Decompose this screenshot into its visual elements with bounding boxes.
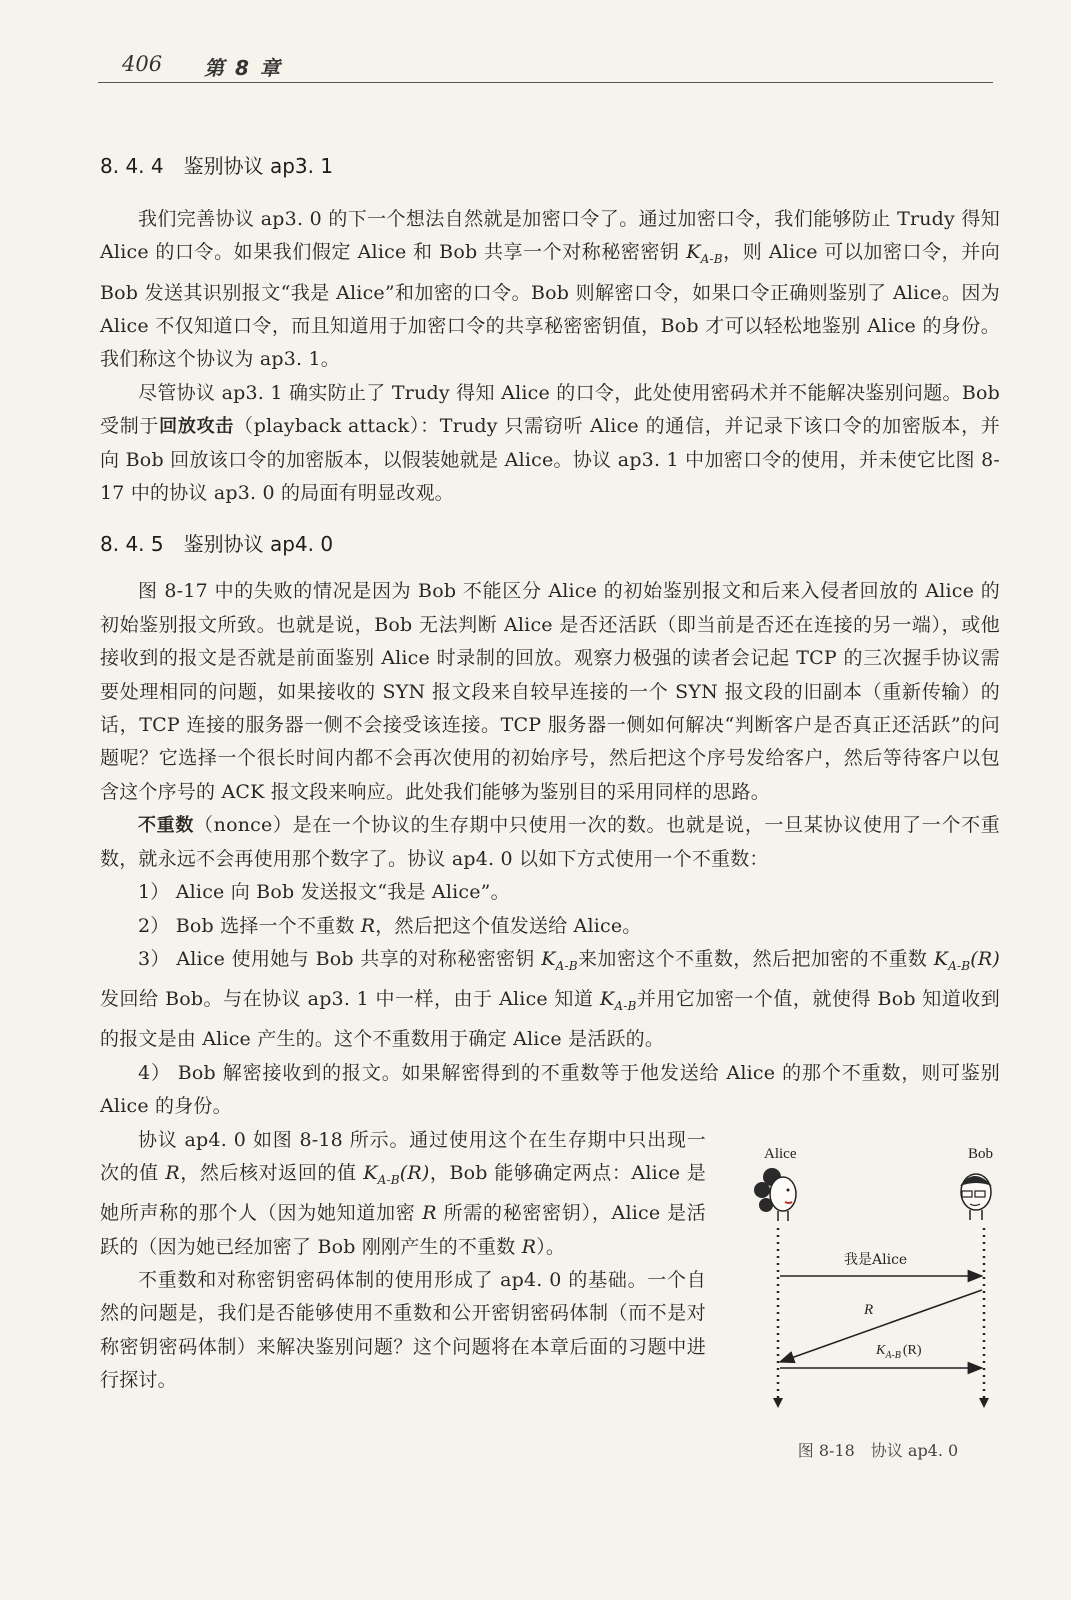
figure-8-18 [748, 1142, 1008, 1461]
paragraph: 不重数（nonce）是在一个协议的生存期中只使用一次的数。也就是说，一旦某协议使用了一个不重数，就永远不会再使用那个数字了。协议 ap4. 0 以如下方式使用一个不重数： [100, 814, 1000, 870]
text-column [100, 1124, 706, 1398]
page-number: 406 [122, 52, 163, 76]
alice-timeline-end-arrow [773, 1398, 783, 1408]
paragraph: 不重数和对称密钥密码体制的使用形成了 ap4. 0 的基础。一个自然的问题是，我们是否能够使用不重数和公开密钥密码体制（而不是对称密钥密码体制）来解决鉴别问题？这个问题将在本章后面的习题中进行探讨。 [100, 1268, 706, 1392]
bob-timeline-end-arrow [979, 1398, 989, 1408]
alice-label: Alice [764, 1145, 797, 1162]
section-heading-8-4-5 [100, 528, 1000, 557]
section-number: 8. 4. 5 [100, 532, 164, 557]
message-2-label: R [864, 1301, 874, 1318]
chapter-label: 第 8 章 [204, 56, 282, 80]
section-heading-8-4-4 [100, 150, 1000, 179]
paragraph: 我们完善协议 ap3. 0 的下一个想法自然就是加密口令了。通过加密口令，我们能够防止 Trudy 得知 Alice 的口令。如果我们假定 Alice 和 Bob 共享一个对称秘密密钥 $K_{A-B}$，则 Alice 可以加密口令，并向 Bob 发送其识别报文“我是 Alice”和加密的口令。Bob 则解密口令，如果口令正确则鉴别了 Alice。因为 Alice 不仅知道口令，而且知道用于加密口令的共享秘密密钥值，Bob 才可以轻松地鉴别 Alice 的身份。我们称这个协议为 ap3. 1。 [100, 208, 1000, 371]
list-item: 2） Bob 选择一个不重数 R，然后把这个值发送给 Alice。 [138, 914, 642, 937]
paragraph: 尽管协议 ap3. 1 确实防止了 Trudy 得知 Alice 的口令，此处使用密码术并不能解决鉴别问题。Bob 受制于回放攻击（playback attack）：Trudy 只需窃听 Alice 的通信，并记录下该口令的加密版本，并向 Bob 回放该口令的加密版本，以假装她就是 Alice。协议 ap3. 1 中加密口令的使用，并未使它比图 8-17 中的协议 ap3. 0 的局面有明显改观。 [100, 381, 1000, 505]
alice-figure-icon [754, 1168, 796, 1221]
bold-term: 不重数 [138, 815, 194, 837]
list-item: 3） Alice 使用她与 Bob 共享的对称秘密密钥 $K_{A-B}$来加密这个不重数，然后把加密的不重数 $K_{A-B}(R)$发回给 Bob。与在协议 ap3. 1 中一样，由于 Alice 知道 $K_{A-B}$并用它加密一个值，就使得 Bob 知道收到的报文是由 Alice 产生的。这个不重数用于确定 Alice 是活跃的。 [100, 947, 1000, 1051]
text-with-figure [100, 1124, 1000, 1461]
figure-caption: 图 8-18 协议 ap4. 0 [797, 1440, 959, 1460]
section-number: 8. 4. 4 [100, 154, 164, 178]
key-symbol: $K_{A-B}$ [686, 241, 723, 267]
message-1-label: 我是Alice [844, 1251, 908, 1268]
paragraph: 协议 ap4. 0 如图 8-18 所示。通过使用这个在生存期中只出现一次的值 R，然后核对返回的值 $K_{A-B}(R)$，Bob 能够确定两点：Alice 是她所声称的那个人（因为她知道加密 R 所需的秘密密钥），Alice 是活跃的（因为她已经加密了 Bob 刚刚产生的不重数 R）。 [100, 1128, 706, 1258]
bold-term: 回放攻击 [159, 416, 235, 438]
page-content [100, 150, 1000, 1461]
list-item: 4） Bob 解密接收到的报文。如果解密得到的不重数等于他发送给 Alice 的那个不重数，则可鉴别 Alice 的身份。 [100, 1061, 1000, 1118]
protocol-diagram [748, 1142, 1008, 1432]
bob-label: Bob [968, 1145, 994, 1162]
list-item: 1） Alice 向 Bob 发送报文“我是 Alice”。 [138, 881, 510, 904]
section-title: 鉴别协议 ap4. 0 [183, 532, 334, 557]
bob-figure-icon [960, 1174, 992, 1220]
running-header [98, 50, 993, 83]
message-3-label: $K_{A-B}$ (R) [876, 1342, 922, 1361]
section-title: 鉴别协议 ap3. 1 [183, 154, 334, 178]
paragraph: 图 8-17 中的失败的情况是因为 Bob 不能区分 Alice 的初始鉴别报文和后来入侵者回放的 Alice 的初始鉴别报文所致。也就是说，Bob 无法判断 Alice 是否还活跃（即当前是否还在连接的另一端），或他接收到的报文是否就是前面鉴别 Alice 时录制的回放。观察力极强的读者会记起 TCP 的三次握手协议需要处理相同的问题，如果接收的 SYN 报文段来自较早连接的一个 SYN 报文段的旧副本（重新传输）的话，TCP 连接的服务器一侧不会接受该连接。TCP 服务器一侧如何解决“判断客户是否真正还活跃”的问题呢？它选择一个很长时间内都不会再次使用的初始序号，然后把这个序号发给客户，然后等待客户以包含这个序号的 ACK 报文段来响应。此处我们能够为鉴别目的采用同样的思路。 [100, 580, 1000, 803]
